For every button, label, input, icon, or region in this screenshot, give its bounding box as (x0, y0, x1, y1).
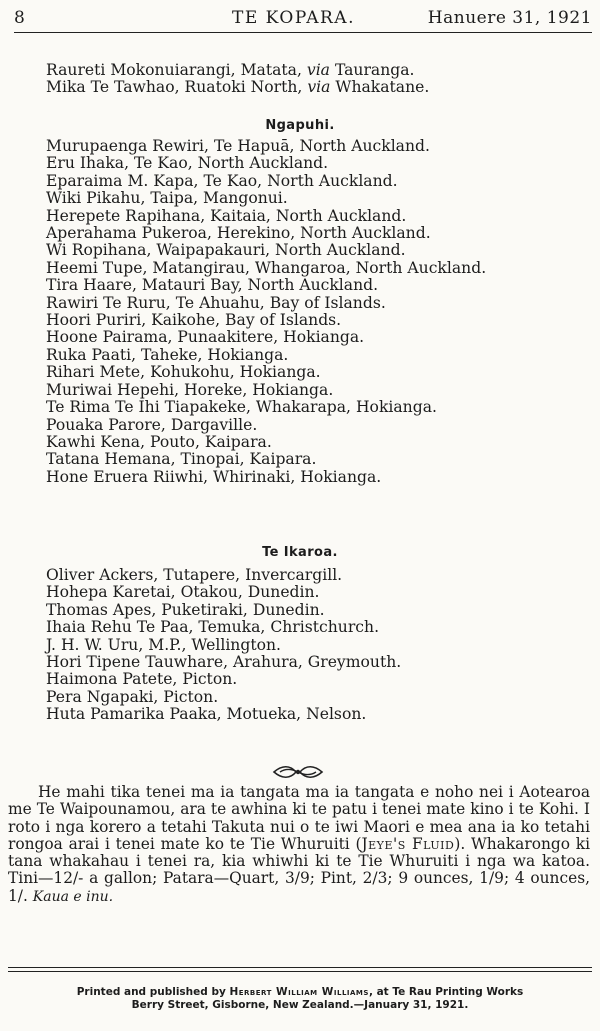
list-item: Mika Te Tawhao, Ruatoki North, via Whakatane. (46, 78, 430, 97)
list-item: Eru Ihaka, Te Kao, North Auckland. (46, 154, 329, 173)
list-item: Rawiri Te Ruru, Te Ahuahu, Bay of Islands. (46, 293, 386, 312)
list-item: Oliver Ackers, Tutapere, Invercargill. (46, 566, 343, 584)
warning-text: Kaua e inu. (32, 888, 114, 905)
issue-date: Hanuere 31, 1921 (427, 8, 592, 28)
list-item: Hoori Puriri, Kaikohe, Bay of Islands. (46, 311, 342, 330)
list-item: Ihaia Rehu Te Paa, Temuka, Christchurch. (46, 618, 380, 637)
list-item: Hori Tipene Tauwhare, Arahura, Greymouth. (46, 653, 402, 672)
section-heading-ngapuhi: Ngapuhi. (265, 118, 335, 133)
footer-rule-thin (8, 971, 592, 972)
list-item: Thomas Apes, Puketiraki, Dunedin. (46, 600, 325, 619)
list-item: Hoone Pairama, Punaakitere, Hokianga. (46, 328, 365, 347)
list-item: Heemi Tupe, Matangirau, Whangaroa, North Auckland. (46, 258, 487, 277)
product-name: Jeye's Fluid (361, 834, 455, 853)
advertisement-paragraph: He mahi tika tenei ma ia tangata ma ia tangata e noho nei i Aotearoa me Te Waipounamou, ara te awhina ki te patu i tenei mate kino i te Kohi. I roto i nga korero a tetahi Takuta nui o te iwi Maori e mea ana ia ko tetahi rongoa arai i tenei mate ko te Tie Whuruiti (Jeye's Fluid). Whakarongo ki tana whakahau i tenei ra, kia whiwhi ki te Tie Whuruiti i nga wa katoa. Tini—12/- a gallon; Patara—Quart, 3/9; Pint, 2/3; 9 ounces, 1/9; 4 ounces, 1/. Kaua e inu. (8, 783, 591, 905)
top-entry-list (46, 62, 596, 97)
list-item: Kawhi Kena, Pouto, Kaipara. (46, 432, 272, 451)
list-item: Eparaima M. Kapa, Te Kao, North Auckland. (46, 171, 398, 190)
list-item: Raureti Mokonuiarangi, Matata, via Tauranga. (46, 61, 415, 79)
list-item: Muriwai Hepehi, Horeke, Hokianga. (46, 380, 334, 399)
publication-title: TE KOPARA. (232, 8, 355, 28)
page-number: 8 (14, 8, 26, 28)
footer-rule (8, 967, 592, 968)
list-item: Pera Ngapaki, Picton. (46, 687, 219, 706)
list-item: Herepete Rapihana, Kaitaia, North Auckland. (46, 206, 407, 225)
list-item: Wi Ropihana, Waipapakauri, North Auckland. (46, 241, 406, 260)
list-item: Hohepa Karetai, Otakou, Dunedin. (46, 583, 320, 602)
imprint-line-2: Berry Street, Gisborne, New Zealand.—January 31, 1921. (131, 999, 469, 1011)
list-item: Wiki Pikahu, Taipa, Mangonui. (46, 189, 288, 208)
fleuron-ornament-icon (272, 764, 324, 780)
list-item: Rihari Mete, Kohukohu, Hokianga. (46, 363, 321, 382)
imprint-footer (0, 986, 600, 1012)
list-item: Haimona Patete, Picton. (46, 670, 238, 689)
section-heading-te-ikaroa: Te Ikaroa. (262, 545, 338, 560)
imprint-line-1: Printed and published by Herbert William Williams, at Te Rau Printing Works (76, 986, 524, 998)
ngapuhi-entry-list (46, 138, 596, 486)
list-item: Murupaenga Rewiri, Te Hapuā, North Auckland. (46, 137, 430, 155)
list-item: Huta Pamarika Paaka, Motueka, Nelson. (46, 705, 367, 724)
list-item: Ruka Paati, Taheke, Hokianga. (46, 345, 289, 364)
list-item: Te Rima Te Ihi Tiapakeke, Whakarapa, Hokianga. (46, 398, 437, 417)
list-item: Pouaka Parore, Dargaville. (46, 415, 258, 434)
publisher-name: Herbert William Williams (229, 986, 369, 998)
list-item: J. H. W. Uru, M.P., Wellington. (46, 635, 281, 654)
page-header (14, 8, 592, 33)
list-item: Tira Haare, Matauri Bay, North Auckland. (46, 276, 379, 295)
list-item: Tatana Hemana, Tinopai, Kaipara. (46, 450, 317, 469)
list-item: Aperahama Pukeroa, Herekino, North Auckland. (46, 224, 431, 243)
list-item: Hone Eruera Riiwhi, Whirinaki, Hokianga. (46, 467, 382, 486)
te-ikaroa-entry-list (46, 567, 596, 724)
